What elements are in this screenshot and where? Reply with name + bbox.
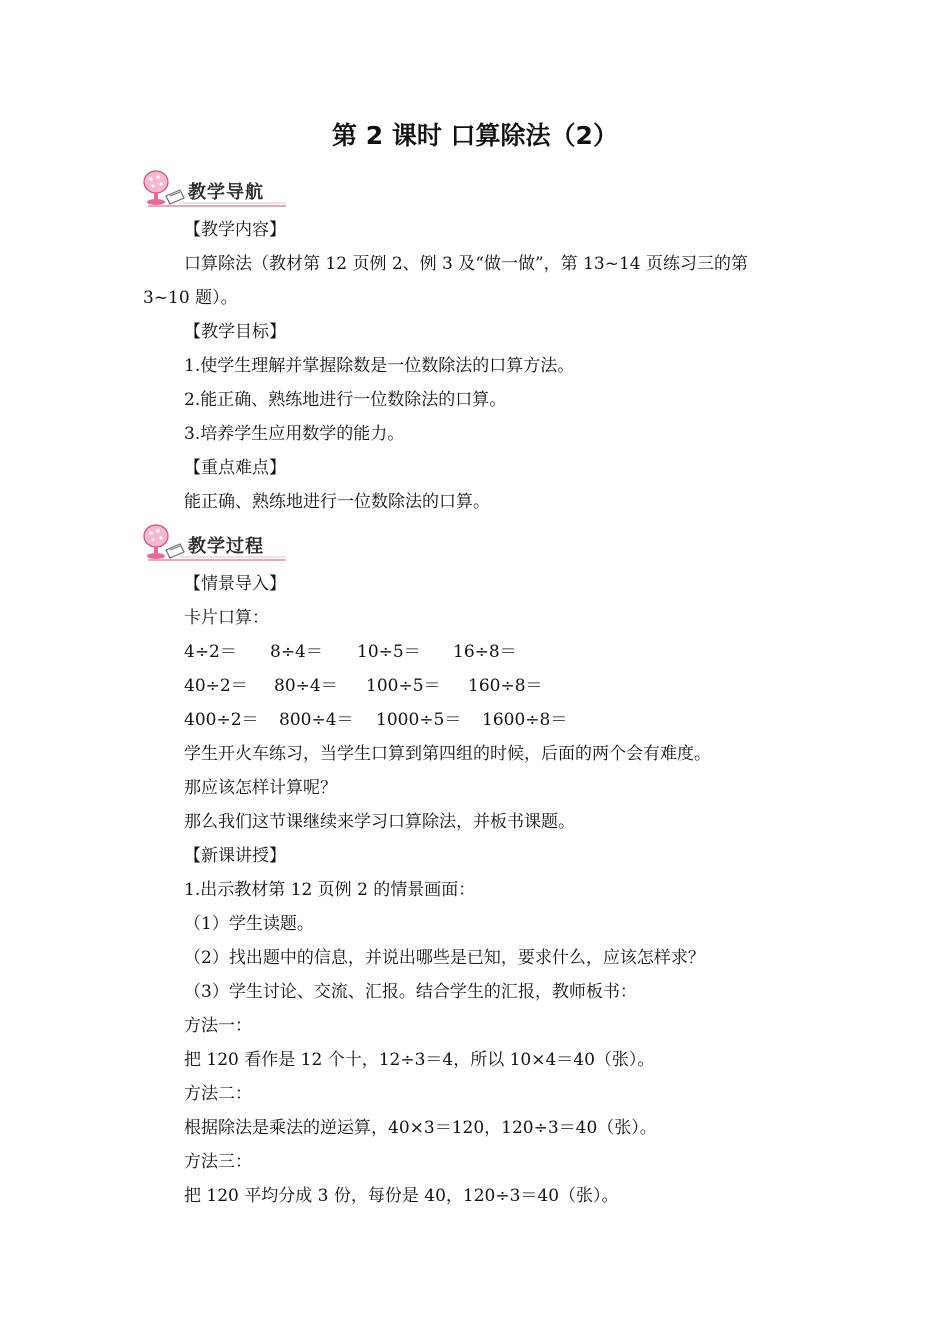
calc-item: 800÷4＝	[279, 710, 354, 730]
calc-item: 10÷5＝	[357, 642, 421, 662]
method-2-text: 根据除法是乘法的逆运算，40×3＝120，120÷3＝40（张）。	[184, 1118, 657, 1138]
calc-item: 40÷2＝	[184, 676, 248, 696]
paragraph-3: 那么我们这节课继续来学习口算除法，并板书课题。	[184, 812, 575, 832]
calc-item: 4÷2＝	[184, 642, 237, 662]
calc-item: 400÷2＝	[184, 710, 259, 730]
paragraph-1: 学生开火车练习，当学生口算到第四组的时候，后面的两个会有难度。	[184, 744, 711, 764]
calc-item: 16÷8＝	[453, 642, 517, 662]
content-heading: 【教学内容】	[184, 220, 286, 240]
teaching-process-banner	[140, 520, 290, 564]
teaching-process-label: 教学过程	[188, 536, 264, 557]
calc-item: 8÷4＝	[270, 642, 323, 662]
method-2-label: 方法二：	[184, 1084, 252, 1104]
goal-2: 2.能正确、熟练地进行一位数除法的口算。	[184, 390, 507, 410]
content-line-1: 口算除法（教材第 12 页例 2、例 3 及“做一做”，第 13~14 页练习三的第	[184, 254, 748, 274]
step-1-1: （1）学生读题。	[184, 914, 314, 934]
step-1: 1.出示教材第 12 页例 2 的情景画面：	[184, 880, 476, 900]
content-line-2: 3~10 题）。	[143, 288, 238, 308]
calc-item: 1600÷8＝	[482, 710, 568, 730]
calc-item: 100÷5＝	[366, 676, 441, 696]
intro-heading: 【情景导入】	[184, 574, 286, 594]
page-title: 第 2 课时 口算除法（2）	[332, 121, 618, 150]
method-3-label: 方法三：	[184, 1152, 252, 1172]
step-1-2: （2）找出题中的信息，并说出哪些是已知，要求什么，应该怎样求？	[184, 948, 705, 968]
calc-item: 1000÷5＝	[376, 710, 462, 730]
goals-heading: 【教学目标】	[184, 322, 286, 342]
key-heading: 【重点难点】	[184, 458, 286, 478]
step-1-3: （3）学生讨论、交流、汇报。结合学生的汇报，教师板书：	[184, 982, 637, 1002]
teaching-guide-label: 教学导航	[188, 182, 264, 203]
card-label: 卡片口算：	[184, 608, 269, 628]
method-1-label: 方法一：	[184, 1016, 252, 1036]
goal-3: 3.培养学生应用数学的能力。	[184, 424, 405, 444]
goal-1: 1.使学生理解并掌握除数是一位数除法的口算方法。	[184, 356, 575, 376]
calc-item: 80÷4＝	[274, 676, 338, 696]
key-text: 能正确、熟练地进行一位数除法的口算。	[184, 492, 490, 512]
paragraph-2: 那应该怎样计算呢？	[184, 778, 337, 798]
new-lesson-heading: 【新课讲授】	[184, 846, 286, 866]
method-3-text: 把 120 平均分成 3 份，每份是 40，120÷3＝40（张）。	[184, 1186, 619, 1206]
method-1-text: 把 120 看作是 12 个十，12÷3＝4，所以 10×4＝40（张）。	[184, 1050, 655, 1070]
teaching-guide-banner	[140, 166, 290, 210]
calc-item: 160÷8＝	[468, 676, 543, 696]
